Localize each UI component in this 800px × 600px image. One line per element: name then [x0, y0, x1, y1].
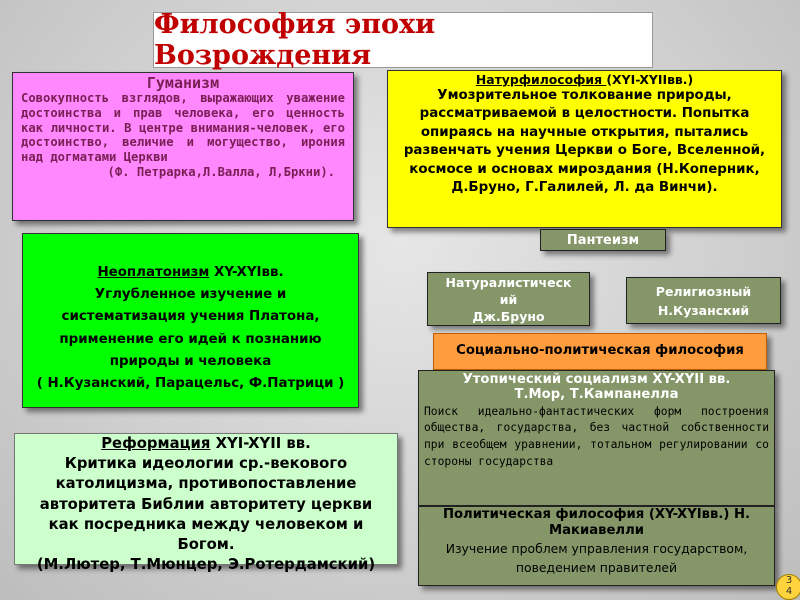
reformation-box [14, 433, 398, 574]
neoplatonism-period: XY-XYIвв. [209, 265, 284, 280]
utopian-authors: Т.Мор, Т.Кампанелла [514, 387, 679, 403]
reformation-text: Критика идеологии ср.-векового католицизма, противопоставление авторитета Библии авторитету церкви как посредника между человеком и Богом. [39, 455, 373, 554]
humanism-authors: (Ф. Петрарка,Л.Валла, Л,Бркни). [107, 164, 335, 179]
naturphilosophy-period: (XYI-XYIIвв.) [606, 72, 694, 87]
political-heading: Политическая философия (XY-XYIвв.) Н. Макиавелли [442, 507, 751, 538]
utopian-heading: Утопический социализм XY-XYII вв. [462, 372, 731, 387]
naturalistic-line1: Натуралистическ [445, 275, 572, 290]
neoplatonism-heading: Неоплатонизм [97, 265, 210, 280]
slide-number-bottom: 4 [785, 586, 793, 597]
political-philosophy-box [418, 506, 775, 586]
utopian-socialism-box [418, 370, 775, 506]
humanism-heading: Гуманизм [146, 74, 220, 92]
social-political-box: Социально-политическая философия [433, 333, 767, 370]
naturalistic-line3: Дж.Бруно [472, 309, 545, 324]
religious-line2: Н.Кузанский [657, 303, 750, 318]
neoplatonism-text: Углубленное изучение и систематизация учения Платона, применение его идей к познанию природы и человека [59, 287, 322, 369]
naturphilosophy-heading: Натурфилософия [475, 72, 607, 87]
reformation-period: XYI-XYII вв. [210, 435, 311, 452]
humanism-box [12, 72, 354, 221]
naturalistic-pantheism-box [427, 272, 590, 326]
naturalistic-line2: ий [499, 292, 518, 307]
reformation-heading: Реформация [101, 435, 211, 452]
religious-line1: Религиозный [655, 284, 752, 299]
naturphilosophy-box [387, 70, 782, 228]
slide-number-badge [776, 574, 800, 600]
neoplatonism-authors: ( Н.Кузанский, Парацельс, Ф.Патрици ) [36, 376, 345, 392]
utopian-text: Поиск идеально-фантастических форм построения общества, государства, без частной собственности при всеобщем уравнении, тотальном регулировании со стороны государства [424, 404, 769, 468]
naturphilosophy-text: Умозрительное толкование природы, рассматриваемой в целостности. Попытка опираясь на научные открытия, пытались развенчать учения Церкви о Боге, Вселенной, космосе и основах мироздания (Н.Коперник, Д.Бруно, Г.Галилей, Л. да Винчи). [403, 88, 766, 196]
reformation-authors: (М.Лютер, Т.Мюнцер, Э.Ротердамский) [36, 556, 376, 574]
religious-pantheism-box [626, 277, 781, 324]
humanism-text: Совокупность взглядов, выражающих уважение достоинства и прав человека, его ценность как личности. В центре внимания-человек, его достоинство, величие и могущество, ирония над догматами Церкви [21, 91, 345, 165]
political-text: Изучение проблем управления государством, поведением правителей [445, 541, 748, 575]
neoplatonism-box [22, 233, 359, 408]
page-title: Философия эпохи Возрождения [153, 12, 653, 68]
pantheism-box: Пантеизм [540, 229, 666, 251]
slide-number-top: 3 [785, 575, 793, 586]
